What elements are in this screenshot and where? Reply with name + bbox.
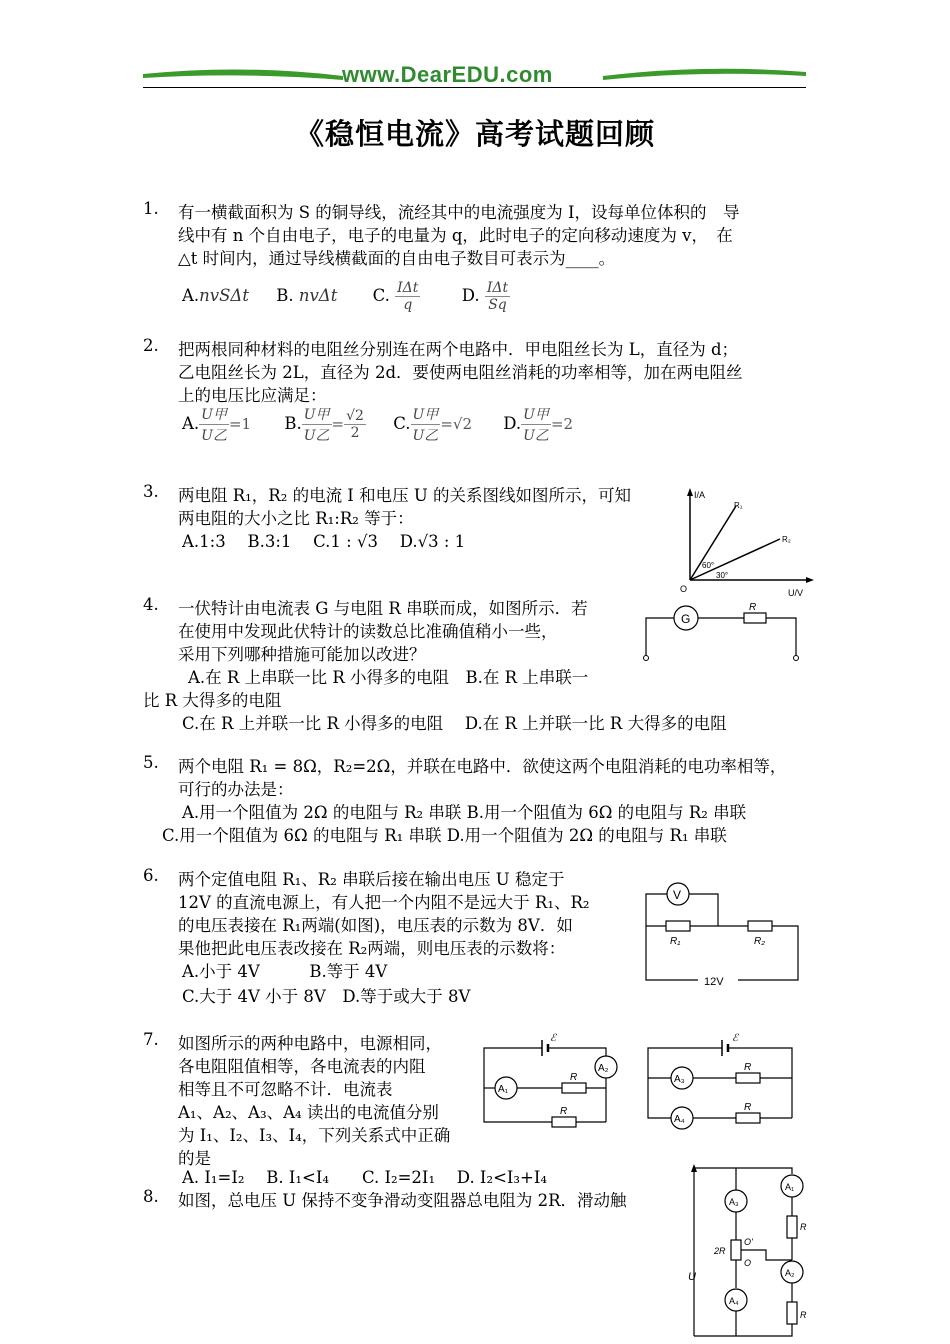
question-number: 5. [143, 753, 159, 772]
origin-label: O [680, 584, 688, 594]
question-text: 的电压表接在 R₁两端(如图)，电压表的示数为 8V．如 [178, 916, 573, 935]
y-axis-label: I/A [694, 490, 706, 500]
question-text: 乙电阻丝长为 2L，直径为 2d．要使两电阻丝消耗的功率相等，加在两电阻丝 [178, 363, 743, 382]
resistor-label: R [744, 1102, 752, 1113]
option-expr: nvSΔt [199, 286, 249, 305]
page-title: 《稳恒电流》高考试题回顾 [294, 117, 655, 151]
option-line: C.在 R 上并联一比 R 小得多的电阻 D.在 R 上并联一比 R 大得多的电阻 [182, 714, 727, 733]
ammeter-label: A₄ [674, 1114, 685, 1125]
voltage-label: U [688, 1271, 696, 1283]
option-line: A.小于 4V B.等于 4V [182, 962, 388, 981]
question-number: 3. [143, 482, 159, 501]
option-line: C.大于 4V 小于 8V D.等于或大于 8V [182, 987, 471, 1006]
question-text: 如图所示的两种电路中，电源相同， [178, 1034, 442, 1053]
question-text: 相等且不可忽略不计．电流表 [178, 1080, 393, 1099]
emf-label: ℰ [550, 1033, 557, 1044]
question-text: 两电阻的大小之比 R₁:R₂ 等于： [178, 509, 414, 528]
question-text: 12V 的直流电源上，有人把一个内阻不是远大于 R₁、R₂ [178, 893, 590, 912]
angle-label: 60° [702, 561, 715, 570]
question-text: 在使用中发现此伏特计的读数总比准确值稍小一些， [178, 622, 558, 641]
resistor-label: R [560, 1106, 568, 1117]
question-text: A₁、A₂、A₃、A₄ 读出的电流值分别 [178, 1103, 439, 1122]
option-label: D. [461, 286, 480, 305]
option-label: A. [182, 286, 200, 305]
option-line: A.在 R 上串联一比 R 小得多的电阻 B.在 R 上串联一 [188, 668, 589, 687]
question-text: 可行的办法是： [178, 780, 294, 799]
ammeter-label: A₂ [598, 1063, 609, 1074]
iu-graph-figure [670, 484, 820, 604]
question-number: 1. [143, 199, 159, 218]
question-text: △t 时间内，通过导线横截面的自由电子数目可表示为____。 [178, 249, 616, 268]
question-text: 各电阻阻值相等，各电流表的内阻 [178, 1057, 426, 1076]
question-text: 两电阻 R₁，R₂ 的电流 I 和电压 U 的关系图线如图所示，可知 [178, 486, 631, 505]
series-resistor-circuit-figure [638, 874, 808, 992]
question-text: 果他把此电压表改接在 R₂两端，则电压表的示数将： [178, 939, 566, 958]
ammeter-label: A₃ [729, 1197, 739, 1207]
resistor-label: R [744, 1062, 752, 1073]
question-text: 两个电阻 R₁ = 8Ω，R₂=2Ω，并联在电路中．欲使这两个电阻消耗的电功率相等， [178, 757, 787, 776]
options: A.1:3 B.3:1 C.1 : √3 D.√3 : 1 [182, 532, 466, 551]
header-rule [143, 87, 806, 88]
resistor-label: R [800, 1222, 807, 1232]
rheostat-label: 2R [714, 1246, 726, 1256]
resistor-label: R [800, 1310, 807, 1320]
ammeter-label: A₁ [785, 1182, 795, 1192]
question-text: 为 I₁、I₂、I₃、I₄，下列关系式中正确 [178, 1126, 451, 1145]
question-number: 7. [143, 1030, 159, 1049]
option-expr: nvΔt [298, 286, 338, 305]
rheostat-circuit-figure [686, 1160, 816, 1344]
site-url[interactable]: www.DearEDU.com [342, 62, 553, 87]
x-axis-label: U/V [788, 588, 804, 598]
question-number: 2. [143, 336, 159, 355]
options [182, 280, 510, 313]
question-text: 两个定值电阻 R₁、R₂ 串联后接在输出电压 U 稳定于 [178, 870, 565, 889]
question-text: 有一横截面积为 S 的铜导线，流经其中的电流强度为 I，设每单位体积的 导 [178, 203, 740, 222]
question-text: 上的电压比应满足： [178, 386, 327, 405]
meter-label: V [673, 888, 682, 902]
option-line: A.用一个阻值为 2Ω 的电阻与 R₂ 串联 B.用一个阻值为 6Ω 的电阻与 R₂ 串联 [182, 803, 747, 822]
meter-label: G [681, 612, 691, 626]
angle-label: 30° [716, 571, 729, 580]
voltmeter-circuit-figure [638, 598, 808, 664]
option-label: B. [276, 286, 294, 305]
line-label: R₂ [782, 535, 791, 544]
emf-label: ℰ [732, 1033, 739, 1044]
option-line: 比 R 大得多的电阻 [143, 691, 282, 710]
ammeter-circuit-figure-left [478, 1030, 628, 1132]
option-fraction: $\frac{\text{IΔt}}{q}$ [397, 280, 419, 313]
resistor-label: R [570, 1072, 578, 1083]
ammeter-label: A₄ [729, 1296, 739, 1306]
ammeter-label: A₁ [498, 1084, 509, 1095]
ammeter-label: A₂ [785, 1268, 795, 1278]
resistor-label: R [749, 602, 757, 613]
options: A. $\frac{\text{U甲}}{\text{U乙}}$ =1 B. $\frac{\text{U甲}}{\text{U乙}}$ = $\frac{√2}{2}$ C. $\frac{\text{U甲}}{\text{U乙}}$ =√2 D. $\frac{\text{U甲}}{\text{U乙}}$ =2 [182, 404, 573, 445]
resistor-label: R₁ [670, 936, 681, 947]
source-label: 12V [704, 976, 724, 988]
slider-label: O [744, 1258, 752, 1268]
question-text: 如图，总电压 U 保持不变争滑动变阻器总电阻为 2R．滑动触 [178, 1191, 627, 1210]
option-line: C.用一个阻值为 6Ω 的电阻与 R₁ 串联 D.用一个阻值为 2Ω 的电阻与 R₁ 串联 [162, 826, 727, 845]
question-text: 一伏特计由电流表 G 与电阻 R 串联而成，如图所示．若 [178, 599, 588, 618]
question-text: 线中有 n 个自由电子，电子的电量为 q，此时电子的定向移动速度为 v， 在 [178, 226, 733, 245]
question-number: 6. [143, 866, 159, 885]
option-fraction: $\frac{\text{IΔt}}{Sq}$ [486, 280, 509, 313]
ammeter-circuit-figure-right [640, 1030, 800, 1134]
question-text: 把两根同种材料的电阻丝分别连在两个电路中．甲电阻丝长为 L，直径为 d； [178, 340, 739, 359]
question-number: 4. [143, 595, 159, 614]
question-text: 采用下列哪种措施可能加以改进？ [178, 645, 426, 664]
option-line: A. I₁=I₂ B. I₁<I₄ C. I₂=2I₁ D. I₂<I₃+I₄ [182, 1168, 547, 1187]
slider-label: O' [744, 1237, 753, 1247]
question-text: 的是 [178, 1149, 211, 1168]
line-label: R₁ [734, 501, 743, 510]
resistor-label: R₂ [754, 936, 766, 947]
ammeter-label: A₃ [674, 1074, 685, 1085]
option-label: C. [372, 286, 390, 305]
question-number: 8. [143, 1187, 159, 1206]
